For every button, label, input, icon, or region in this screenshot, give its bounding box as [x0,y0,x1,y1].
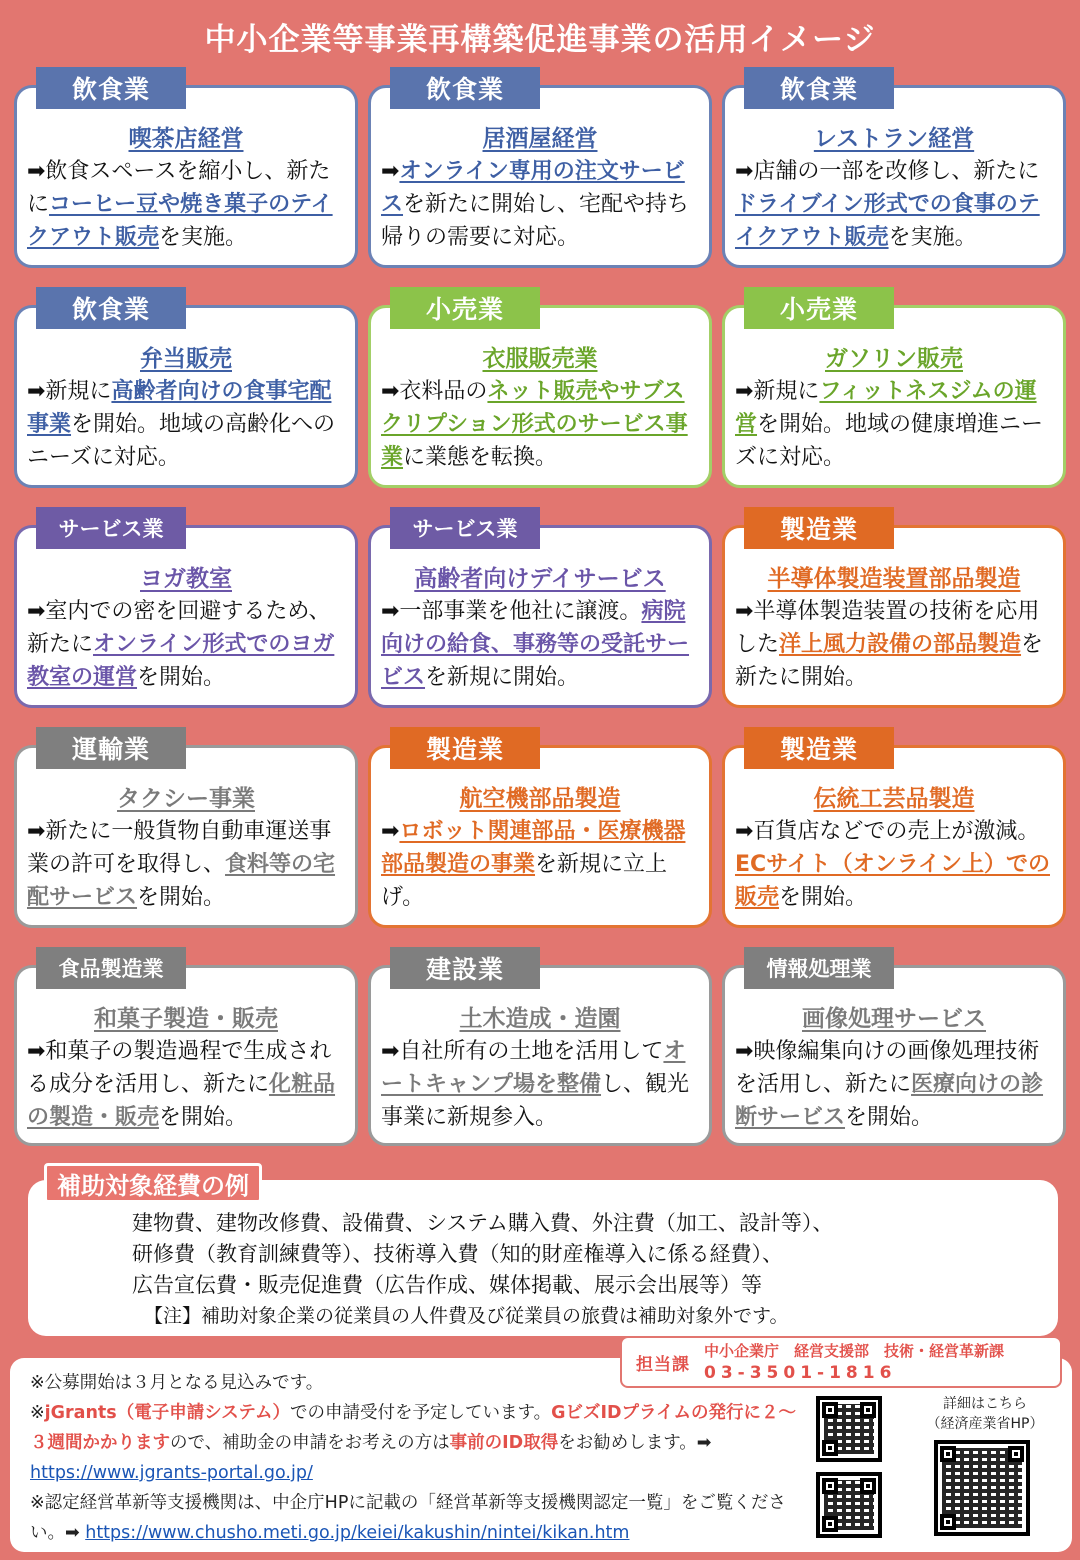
business-type: レストラン経営 [813,126,975,152]
id-advice: 事前のID取得 [449,1433,559,1453]
case-description [735,595,1053,694]
description-text: を新規に開始。 [425,665,580,690]
highlight-text: 化粧品の製造・販売 [27,1072,336,1130]
expense-line: 研修費（教育訓練費等）、技術導入費（知的財産権導入に係る経費）、 [132,1242,783,1266]
case-card [14,60,358,268]
case-card [368,280,712,488]
contact-label: 担当課 [636,1354,690,1375]
industry-tag: 建設業 [390,947,540,989]
highlight-text: 高齢者向けの食事宅配事業 [27,379,332,437]
case-card [14,280,358,488]
case-description [381,815,699,914]
note-mark: ※ [30,1403,45,1423]
highlight-text: 食料等の宅配サービス [27,852,336,910]
case-box [14,745,358,928]
description-text: ➡新規に [735,379,820,404]
case-description [381,1035,699,1134]
highlight-text: 洋上風力設備の部品製造 [779,632,1022,657]
case-card [722,60,1066,268]
case-card [14,720,358,928]
description-text: ➡新規に [27,379,112,404]
case-box [722,525,1066,708]
case-box [722,745,1066,928]
case-description [735,155,1053,254]
jgrants-name: jGrants（電子申請システム） [44,1403,290,1423]
highlight-text: ドライブイン形式での食事のテイクアウト販売 [735,192,1040,250]
description-text: を開始。 [845,1105,934,1130]
case-grid [14,60,1066,1146]
industry-tag: 飲食業 [36,67,186,109]
business-type: 居酒屋経営 [482,126,598,152]
description-text: を新たに開始。 [735,632,1044,690]
qr-code-jgrants[interactable] [816,1396,882,1462]
industry-tag: 小売業 [390,287,540,329]
case-box [368,85,712,268]
business-type: 喫茶店経営 [128,126,244,152]
case-box [368,305,712,488]
business-type: 土木造成・造園 [459,1006,621,1032]
case-description [735,1035,1053,1134]
industry-tag: サービス業 [36,507,186,549]
case-description [27,595,345,694]
footer-note-schedule: ※公募開始は３月となる見込みです。 [30,1373,324,1393]
description-text: を開始。 [137,885,226,910]
case-description [27,155,345,254]
contact-box [620,1336,1062,1388]
case-card [14,940,358,1146]
business-type: 伝統工芸品製造 [813,786,975,812]
jgrants-link[interactable]: https://www.jgrants-portal.go.jp/ [30,1463,313,1483]
highlight-text: ネット販売やサブスクリプション形式のサービス事業 [381,379,688,470]
contact-org: 中小企業庁 経営支援部 技術・経営革新課 [704,1342,1005,1360]
expense-note: 【注】補助対象企業の従業員の人件費及び従業員の旅費は補助対象外です。 [144,1305,789,1327]
industry-tag: 運輸業 [36,727,186,769]
case-box [722,85,1066,268]
business-type: ヨガ教室 [140,566,232,592]
industry-tag: 情報処理業 [744,947,894,989]
note-text: での申請受付を予定しています。 [289,1403,552,1423]
description-text: を新規に立上げ。 [381,852,668,910]
case-card [368,60,712,268]
industry-tag: 食品製造業 [36,947,186,989]
case-box [368,745,712,928]
highlight-text: ECサイト（オンライン上）での販売 [735,852,1050,910]
case-box [14,965,358,1146]
description-text: を新たに開始し、宅配や持ち帰りの需要に対応。 [381,192,690,250]
description-text: ➡店舗の一部を改修し、新たに [735,159,1040,184]
description-text: ➡ [381,819,400,844]
business-type: 画像処理サービス [802,1006,986,1032]
case-description [381,375,699,474]
description-text: ➡新たに一般貨物自動車運送事業の許可を取得し、 [27,819,332,877]
business-type: 半導体製造装置部品製造 [767,566,1021,592]
case-card [722,280,1066,488]
description-text: を開始。 [137,665,226,690]
page-title: 中小企業等事業再構築促進事業の活用イメージ [204,22,876,58]
expense-line: 建物費、建物改修費、設備費、システム購入費、外注費（加工、設計等）、 [132,1211,834,1235]
industry-tag: 飲食業 [744,67,894,109]
industry-tag: 製造業 [390,727,540,769]
case-card [722,940,1066,1146]
detail-caption-line: 詳細はこちら [943,1396,1027,1412]
case-card [368,500,712,708]
highlight-text: オートキャンプ場を整備 [381,1039,686,1097]
highlight-text: ロボット関連部品・医療機器部品製造の事業 [381,819,686,877]
business-type: 衣服販売業 [482,346,598,372]
description-text: ➡衣料品の [381,379,488,404]
description-text: ➡映像編集向けの画像処理技術を活用し、新たに [735,1039,1040,1097]
description-text: ➡自社所有の土地を活用して [381,1039,664,1064]
detail-caption-line: （経済産業省HP） [926,1416,1044,1432]
footer-note-jgrants [30,1398,810,1488]
case-card [722,720,1066,928]
case-card [368,720,712,928]
description-text: を実施。 [159,225,248,250]
gbiz-warning: GビズIDプライムの発行に２～３週間かかります [30,1403,796,1453]
industry-tag: 製造業 [744,507,894,549]
business-type: 和菓子製造・販売 [94,1006,278,1032]
description-text: に業態を転換。 [403,445,558,470]
highlight-text: 病院向けの給食、事務等の受託サービス [381,599,690,690]
industry-tag: 製造業 [744,727,894,769]
description-text: を開始。地域の高齢化へのニーズに対応。 [27,412,336,470]
footer-note-support [30,1488,810,1548]
detail-caption [908,1394,1062,1434]
case-box [14,525,358,708]
case-card [368,940,712,1146]
footer-notes [30,1368,810,1548]
business-type: 弁当販売 [140,346,232,372]
description-text: ➡飲食スペースを縮小し、新たに [27,159,331,217]
industry-tag: サービス業 [390,507,540,549]
description-text: し、観光事業に新規参入。 [381,1072,690,1130]
description-text: ➡室内での密を回避するため、新たに [27,599,331,657]
description-text: を開始。 [159,1105,248,1130]
qr-code-chusho[interactable] [816,1472,882,1538]
expense-panel [28,1180,1058,1336]
expense-tag: 補助対象経費の例 [44,1163,262,1203]
case-description [735,375,1053,474]
contact-phone[interactable]: 03-3501-1816 [704,1363,897,1383]
case-box [722,965,1066,1146]
business-type: 高齢者向けデイサービス [414,566,666,592]
case-card [722,500,1066,708]
case-box [722,305,1066,488]
highlight-text: オンライン専用の注文サービス [381,159,685,217]
case-box [368,965,712,1146]
business-type: ガソリン販売 [825,346,963,372]
description-text: ➡百貨店などでの売上が激減。 [735,819,1040,844]
case-box [368,525,712,708]
case-description [381,155,699,254]
business-type: タクシー事業 [117,786,255,812]
industry-tag: 飲食業 [36,287,186,329]
note-text: をお勧めします。➡ [558,1433,712,1453]
note-text: ので、補助金の申請をお考えの方は [170,1433,450,1453]
description-text: ➡ [381,159,400,184]
chusho-link[interactable]: https://www.chusho.meti.go.jp/keiei/kakushin/nintei/kikan.htm [85,1523,630,1543]
case-box [14,85,358,268]
case-description [27,815,345,914]
note-text: ※認定経営革新等支援機関は、中企庁HPに記載の「経営革新等支援機関認定一覧」をご覧ください。➡ [30,1493,786,1543]
case-description [27,1035,345,1134]
description-text: を開始。 [779,885,868,910]
description-text: ➡半導体製造装置の技術を応用した [735,599,1040,657]
highlight-text: フィットネスジムの運営 [735,379,1037,437]
industry-tag: 小売業 [744,287,894,329]
highlight-text: コーヒー豆や焼き菓子のテイクアウト販売 [27,192,333,250]
highlight-text: 医療向けの診断サービス [735,1072,1044,1130]
case-card [14,500,358,708]
description-text: ➡一部事業を他社に譲渡。 [381,599,642,624]
case-description [735,815,1053,914]
highlight-text: オンライン形式でのヨガ教室の運営 [27,632,335,690]
description-text: ➡和菓子の製造過程で生成される成分を活用し、新たに [27,1039,332,1097]
description-text: を実施。 [888,225,977,250]
case-description [381,595,699,694]
industry-tag: 飲食業 [390,67,540,109]
case-box [14,305,358,488]
case-description [27,375,345,474]
expense-line: 広告宣伝費・販売促進費（広告作成、媒体掲載、展示会出展等）等 [132,1273,762,1297]
description-text: を開始。地域の健康増進ニーズに対応。 [735,412,1044,470]
business-type: 航空機部品製造 [459,786,621,812]
qr-code-meti[interactable] [934,1440,1030,1536]
